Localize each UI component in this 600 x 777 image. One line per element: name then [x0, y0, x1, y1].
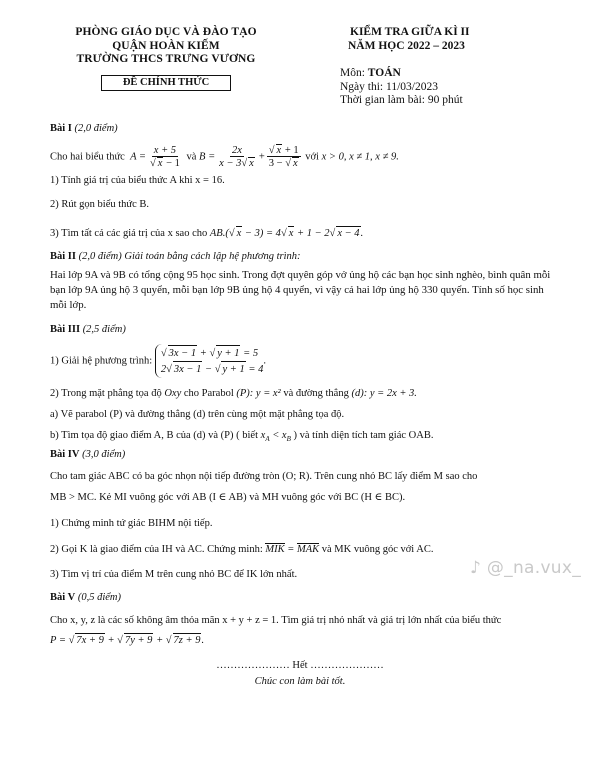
bai1-question-1: 1) Tính giá trị của biểu thức A khi x = 16. — [50, 175, 225, 186]
bai1-question-3: 3) Tìm tất cả các giá trị của x sao cho AB.(√ x − 3) = 4√ x + 1 − 2√ x − 4. — [50, 228, 364, 239]
bai3-question-1: 1) Giải hệ phương trình: √ 3x − 1 + √ y + 1 = 5 2√ 3x − 1 − √ y + 1 = 4. — [50, 344, 560, 378]
bai3-question-a: a) Vẽ parabol (P) và đường thẳng (d) trên cùng một mặt phẳng tọa độ. — [50, 409, 345, 420]
bai3-heading: Bài III (2,5 điểm) — [50, 324, 126, 335]
bai5-heading: Bài V (0,5 điểm) — [50, 592, 121, 603]
exam-title: KIỂM TRA GIỮA KÌ II — [350, 26, 470, 38]
bai5-expression: P = √ 7x + 9 + √ 7y + 9 + √ 7z + 9. — [50, 635, 205, 646]
bai4-question-1: 1) Chứng minh tứ giác BIHM nội tiếp. — [50, 518, 213, 529]
subject: TOÁN — [367, 67, 401, 79]
bai4-line-2: MB > MC. Kẻ MI vuông góc với AB (I ∈ AB) và MH vuông góc với BC (H ∈ BC). — [50, 492, 406, 503]
bai3-question-b: b) Tìm tọa độ giao điểm A, B của (d) và (P) ( biết $x_A < x_B$ ) và tính diện tích tam giác OAB. — [50, 430, 434, 444]
bai1-expressions: Cho hai biểu thức A = $\frac{x + 5}{√ x - 1}$ và B = $\frac{2x}{x - 3√ x}$ + $\frac{√ x + 1}{3 - √ x}$ với x > 0, x ≠ 1, x ≠ 9. — [50, 144, 399, 169]
official-badge: ĐỀ CHÍNH THỨC — [101, 75, 231, 91]
bai1-question-2: 2) Rút gọn biểu thức B. — [50, 199, 150, 210]
bai2-text: Hai lớp 9A và 9B có tổng cộng 95 học sinh. Trong đợt quyên góp vở ủng hộ các bạn học sinh nghèo, bình quân mỗi bạn lớp 9A ủng hộ 3 quyển, mỗi bạn lớp 9B ủng hộ 4 quyển, vì vậy cả hai lớp ủng hộ 330 quyển. Tính số học sinh mỗi lớp. — [50, 269, 551, 311]
bai2-heading: Bài II (2,0 điểm) Giải toán bằng cách lập hệ phương trình: — [50, 251, 301, 262]
bai4-heading: Bài IV (3,0 điểm) — [50, 449, 126, 460]
school-header — [48, 26, 284, 91]
end-marker: ………………… Hết ………………… — [216, 660, 384, 671]
exam-header — [340, 26, 570, 108]
exam-duration: Thời gian làm bài: 90 phút — [340, 94, 463, 106]
bai3-question-2: 2) Trong mặt phẳng tọa độ Oxy cho Parabol (P): y = x² và đường thẳng (d): y = 2x + 3. — [50, 388, 417, 399]
exam-meta — [340, 67, 570, 108]
bai1-heading: Bài I (2,0 điểm) — [50, 123, 118, 134]
exam-date: Ngày thi: 11/03/2023 — [340, 80, 438, 93]
bai4-question-2: 2) Gọi K là giao điểm của IH và AC. Chứng minh: MIK = MAK và MK vuông góc với AC. — [50, 544, 434, 555]
district-name: QUẬN HOÀN KIẾM — [112, 39, 220, 52]
bai4-line-1: Cho tam giác ABC có ba góc nhọn nội tiếp đường tròn (O; R). Trên cung nhỏ BC lấy điểm M sao cho — [50, 471, 478, 482]
department-name: PHÒNG GIÁO DỤC VÀ ĐÀO TẠO — [75, 26, 257, 38]
subject-label: Môn: — [340, 67, 368, 79]
school-name: TRƯỜNG THCS TRƯNG VƯƠNG — [76, 53, 256, 65]
closing-wish: Chúc con làm bài tốt. — [254, 676, 346, 687]
bai4-question-3: 3) Tìm vị trí của điểm M trên cung nhỏ BC để IK lớn nhất. — [50, 569, 298, 580]
school-year: NĂM HỌC 2022 – 2023 — [348, 39, 465, 52]
watermark: ♪ @_na.vux_ — [470, 558, 582, 578]
bai5-line-1: Cho x, y, z là các số không âm thỏa mãn x + y + z = 1. Tìm giá trị nhỏ nhất và giá trị lớn nhất của biểu thức — [50, 615, 502, 626]
